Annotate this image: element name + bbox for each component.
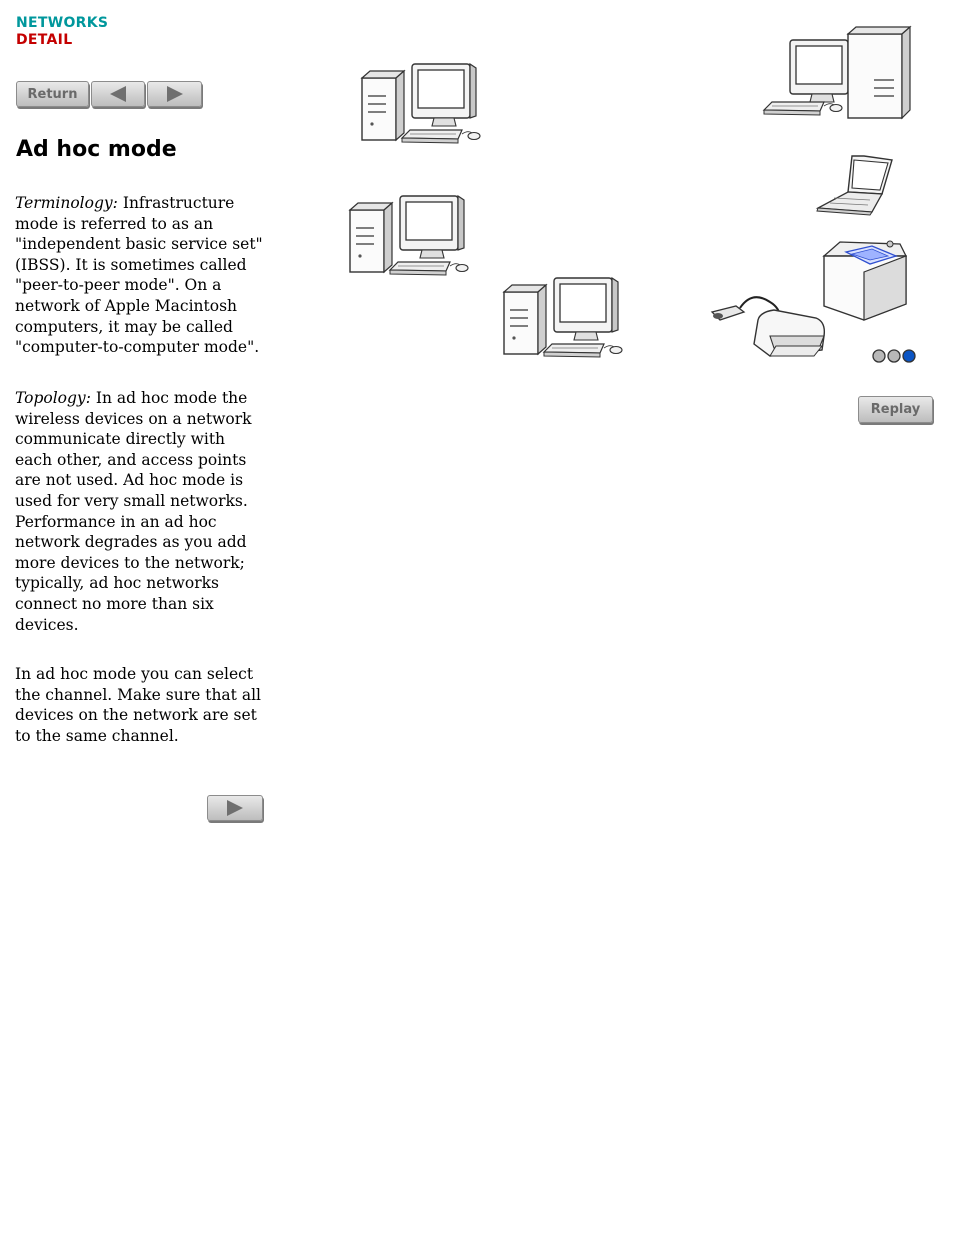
breadcrumb-detail: DETAIL bbox=[16, 32, 73, 48]
desktop-computer-icon bbox=[350, 196, 468, 275]
step-dot-1[interactable] bbox=[873, 350, 885, 362]
terminology-paragraph bbox=[15, 193, 265, 358]
inkjet-printer-icon bbox=[754, 310, 824, 356]
laser-printer-icon bbox=[824, 241, 906, 320]
animation-progress-dots bbox=[871, 348, 919, 364]
return-button[interactable] bbox=[16, 81, 89, 107]
step-dot-2[interactable] bbox=[888, 350, 900, 362]
ad-hoc-network-diagram bbox=[340, 20, 930, 380]
step-dot-3[interactable] bbox=[903, 350, 915, 362]
channel-paragraph: In ad hoc mode you can select the channel. Make sure that all devices on the network are set to the same channel. bbox=[15, 665, 261, 745]
breadcrumb-networks: NETWORKS bbox=[16, 15, 109, 31]
laptop-icon bbox=[817, 156, 892, 215]
arrow-left-icon bbox=[110, 86, 126, 102]
replay-button-label: Replay bbox=[870, 402, 921, 417]
next-page-button[interactable] bbox=[207, 795, 263, 821]
next-button[interactable] bbox=[147, 81, 202, 107]
arrow-right-icon bbox=[167, 86, 183, 102]
return-button-label: Return bbox=[27, 86, 78, 102]
terminology-label: Terminology: bbox=[15, 194, 118, 212]
desktop-computer-icon bbox=[504, 278, 622, 357]
terminology-text: Infrastructure mode is referred to as an "independent basic service set" (IBSS). It is sometimes called "peer-to-peer mode". On a network of Apple Macintosh computers, it may be called "computer-to-computer mode". bbox=[15, 194, 263, 357]
desktop-computer-icon bbox=[764, 27, 910, 118]
desktop-computer-icon bbox=[362, 64, 480, 143]
topology-text: In ad hoc mode the wireless devices on a network communicate directly with each other, and access points are not used. Ad hoc mode is used for very small networks. Performance in an ad hoc network degrades as you add more devices to the network; typically, ad hoc networks connect no more than six devices. bbox=[15, 389, 252, 634]
replay-button[interactable] bbox=[858, 396, 933, 423]
previous-button[interactable] bbox=[91, 81, 145, 107]
topology-paragraph bbox=[15, 388, 265, 635]
arrow-right-icon bbox=[227, 800, 243, 816]
topology-label: Topology: bbox=[15, 389, 91, 407]
page-title: Ad hoc mode bbox=[16, 137, 177, 162]
